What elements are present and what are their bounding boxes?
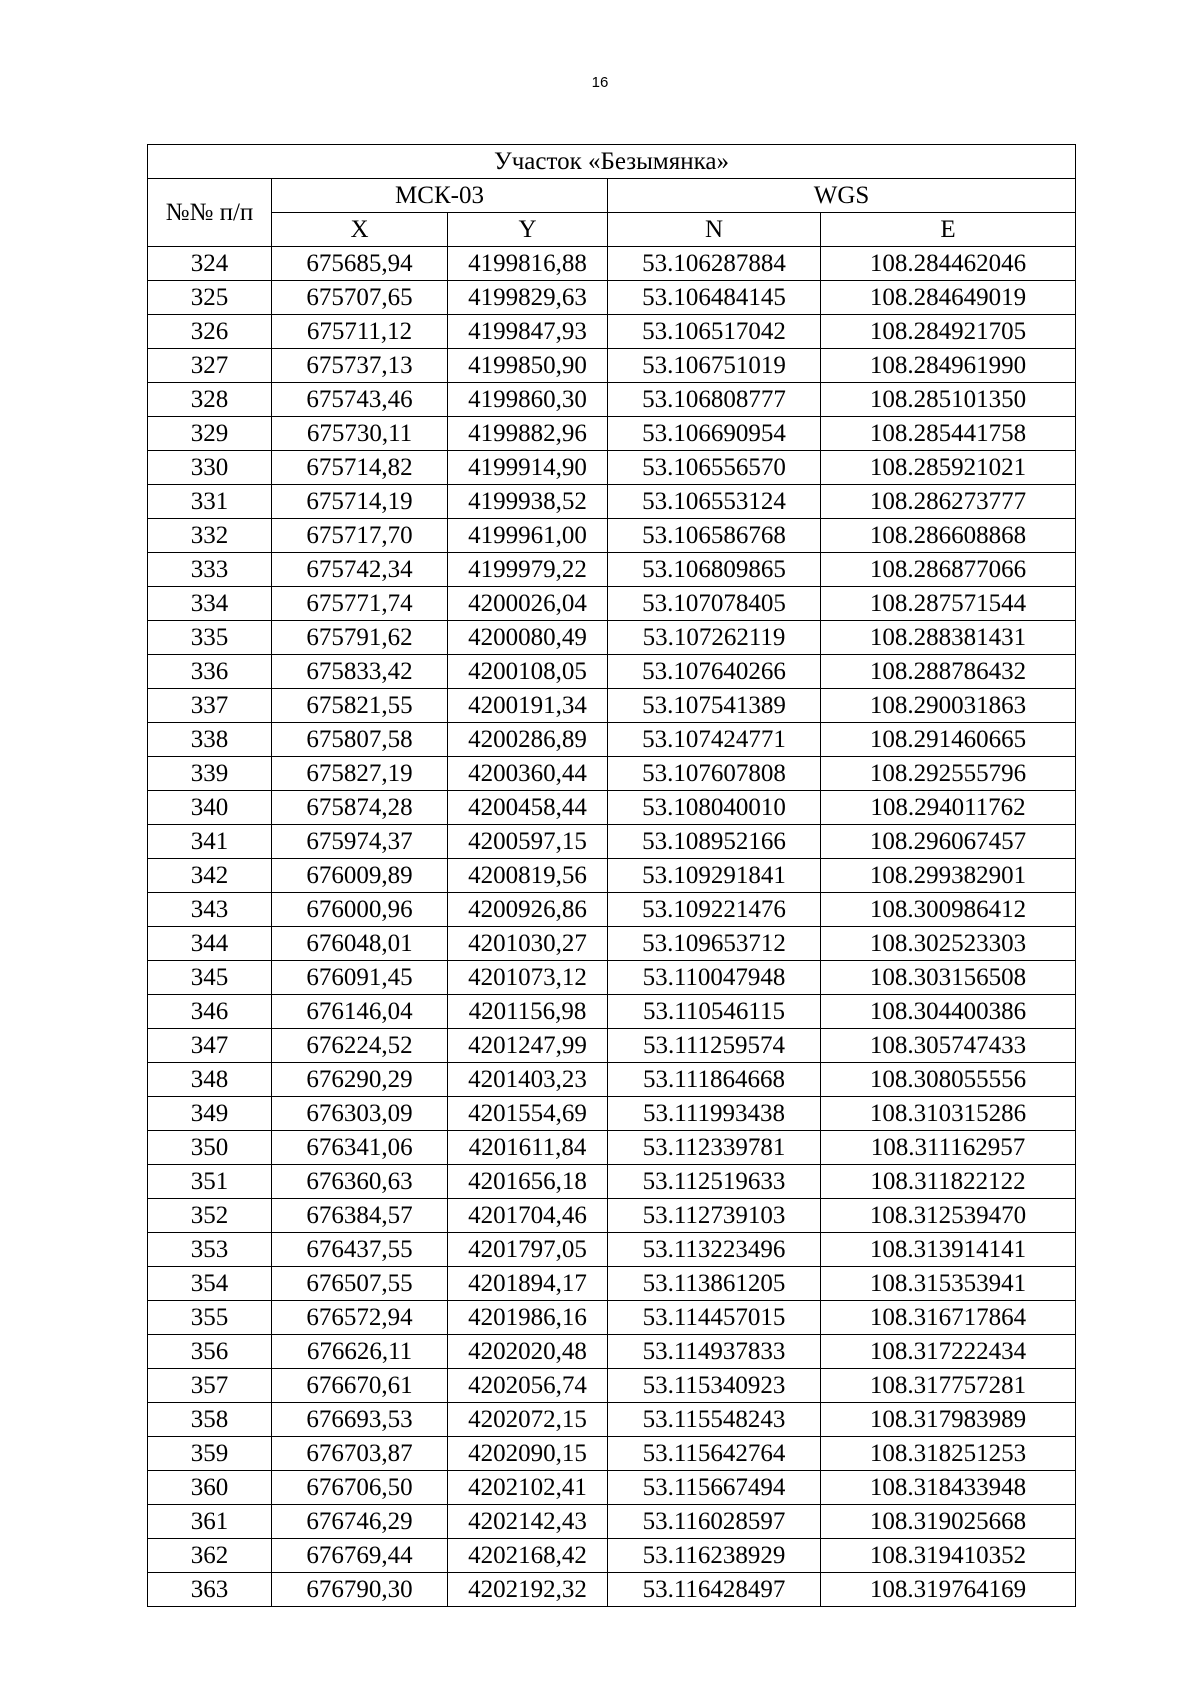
cell-n: 53.111993438 <box>608 1097 821 1131</box>
cell-number: 350 <box>148 1131 272 1165</box>
cell-n: 53.112739103 <box>608 1199 821 1233</box>
header-number: №№ п/п <box>148 179 272 247</box>
cell-y: 4201611,84 <box>448 1131 608 1165</box>
table-row <box>148 825 1076 859</box>
cell-e: 108.284649019 <box>821 281 1076 315</box>
cell-x: 676360,63 <box>272 1165 448 1199</box>
table-row <box>148 1539 1076 1573</box>
cell-y: 4201986,16 <box>448 1301 608 1335</box>
cell-number: 329 <box>148 417 272 451</box>
cell-e: 108.311822122 <box>821 1165 1076 1199</box>
cell-x: 676290,29 <box>272 1063 448 1097</box>
cell-x: 676048,01 <box>272 927 448 961</box>
cell-e: 108.313914141 <box>821 1233 1076 1267</box>
cell-y: 4201797,05 <box>448 1233 608 1267</box>
cell-x: 675707,65 <box>272 281 448 315</box>
cell-x: 676706,50 <box>272 1471 448 1505</box>
table-row <box>148 349 1076 383</box>
cell-n: 53.106690954 <box>608 417 821 451</box>
cell-n: 53.106556570 <box>608 451 821 485</box>
cell-y: 4202020,48 <box>448 1335 608 1369</box>
cell-e: 108.316717864 <box>821 1301 1076 1335</box>
table-row <box>148 587 1076 621</box>
cell-number: 346 <box>148 995 272 1029</box>
cell-e: 108.317757281 <box>821 1369 1076 1403</box>
cell-e: 108.305747433 <box>821 1029 1076 1063</box>
cell-e: 108.319764169 <box>821 1573 1076 1607</box>
cell-number: 358 <box>148 1403 272 1437</box>
cell-y: 4200819,56 <box>448 859 608 893</box>
table-row <box>148 1165 1076 1199</box>
cell-number: 341 <box>148 825 272 859</box>
cell-number: 332 <box>148 519 272 553</box>
cell-y: 4201247,99 <box>448 1029 608 1063</box>
table-row <box>148 1063 1076 1097</box>
cell-n: 53.114457015 <box>608 1301 821 1335</box>
cell-x: 676384,57 <box>272 1199 448 1233</box>
cell-number: 338 <box>148 723 272 757</box>
coordinates-table <box>147 144 1076 1607</box>
cell-number: 359 <box>148 1437 272 1471</box>
cell-e: 108.286273777 <box>821 485 1076 519</box>
cell-e: 108.284462046 <box>821 247 1076 281</box>
table-row <box>148 417 1076 451</box>
cell-y: 4202102,41 <box>448 1471 608 1505</box>
cell-e: 108.299382901 <box>821 859 1076 893</box>
cell-n: 53.109221476 <box>608 893 821 927</box>
table-row <box>148 247 1076 281</box>
cell-n: 53.106808777 <box>608 383 821 417</box>
cell-y: 4199829,63 <box>448 281 608 315</box>
cell-e: 108.318433948 <box>821 1471 1076 1505</box>
cell-number: 325 <box>148 281 272 315</box>
table-row <box>148 1029 1076 1063</box>
cell-n: 53.114937833 <box>608 1335 821 1369</box>
cell-y: 4202142,43 <box>448 1505 608 1539</box>
page-number: 16 <box>591 74 609 91</box>
cell-x: 676790,30 <box>272 1573 448 1607</box>
table-row <box>148 1403 1076 1437</box>
table-row <box>148 485 1076 519</box>
cell-n: 53.109653712 <box>608 927 821 961</box>
cell-number: 348 <box>148 1063 272 1097</box>
cell-number: 351 <box>148 1165 272 1199</box>
cell-n: 53.106809865 <box>608 553 821 587</box>
cell-number: 355 <box>148 1301 272 1335</box>
cell-n: 53.107607808 <box>608 757 821 791</box>
cell-y: 4201704,46 <box>448 1199 608 1233</box>
table-row <box>148 315 1076 349</box>
cell-e: 108.315353941 <box>821 1267 1076 1301</box>
cell-number: 328 <box>148 383 272 417</box>
cell-n: 53.112519633 <box>608 1165 821 1199</box>
cell-x: 676746,29 <box>272 1505 448 1539</box>
cell-number: 354 <box>148 1267 272 1301</box>
cell-x: 675791,62 <box>272 621 448 655</box>
cell-number: 331 <box>148 485 272 519</box>
cell-n: 53.106553124 <box>608 485 821 519</box>
cell-number: 347 <box>148 1029 272 1063</box>
cell-y: 4202192,32 <box>448 1573 608 1607</box>
cell-x: 675685,94 <box>272 247 448 281</box>
cell-number: 345 <box>148 961 272 995</box>
cell-e: 108.319410352 <box>821 1539 1076 1573</box>
cell-number: 357 <box>148 1369 272 1403</box>
cell-number: 352 <box>148 1199 272 1233</box>
cell-x: 675737,13 <box>272 349 448 383</box>
cell-x: 675833,42 <box>272 655 448 689</box>
cell-n: 53.113223496 <box>608 1233 821 1267</box>
header-group-row <box>148 179 1076 213</box>
cell-number: 340 <box>148 791 272 825</box>
cell-y: 4200026,04 <box>448 587 608 621</box>
cell-x: 675714,82 <box>272 451 448 485</box>
cell-y: 4201554,69 <box>448 1097 608 1131</box>
cell-n: 53.106517042 <box>608 315 821 349</box>
table-row <box>148 1131 1076 1165</box>
cell-y: 4202072,15 <box>448 1403 608 1437</box>
table-row <box>148 383 1076 417</box>
cell-y: 4199882,96 <box>448 417 608 451</box>
cell-e: 108.317983989 <box>821 1403 1076 1437</box>
cell-n: 53.116028597 <box>608 1505 821 1539</box>
cell-x: 675807,58 <box>272 723 448 757</box>
table-title-row <box>148 145 1076 179</box>
cell-x: 675714,19 <box>272 485 448 519</box>
cell-e: 108.290031863 <box>821 689 1076 723</box>
cell-y: 4201030,27 <box>448 927 608 961</box>
cell-n: 53.107541389 <box>608 689 821 723</box>
header-wgs: WGS <box>608 179 1076 213</box>
table-row <box>148 995 1076 1029</box>
table-row <box>148 1199 1076 1233</box>
cell-number: 356 <box>148 1335 272 1369</box>
cell-x: 675730,11 <box>272 417 448 451</box>
cell-y: 4201073,12 <box>448 961 608 995</box>
cell-x: 675821,55 <box>272 689 448 723</box>
header-x: X <box>272 213 448 247</box>
cell-n: 53.115340923 <box>608 1369 821 1403</box>
cell-e: 108.288786432 <box>821 655 1076 689</box>
cell-number: 339 <box>148 757 272 791</box>
cell-x: 676572,94 <box>272 1301 448 1335</box>
cell-n: 53.112339781 <box>608 1131 821 1165</box>
table-row <box>148 553 1076 587</box>
table-row <box>148 1233 1076 1267</box>
cell-n: 53.106484145 <box>608 281 821 315</box>
cell-y: 4200597,15 <box>448 825 608 859</box>
cell-y: 4200108,05 <box>448 655 608 689</box>
cell-number: 335 <box>148 621 272 655</box>
cell-x: 675742,34 <box>272 553 448 587</box>
header-y: Y <box>448 213 608 247</box>
table-row <box>148 1369 1076 1403</box>
cell-e: 108.284921705 <box>821 315 1076 349</box>
cell-e: 108.288381431 <box>821 621 1076 655</box>
cell-e: 108.285441758 <box>821 417 1076 451</box>
cell-y: 4200360,44 <box>448 757 608 791</box>
cell-e: 108.304400386 <box>821 995 1076 1029</box>
cell-y: 4200191,34 <box>448 689 608 723</box>
cell-n: 53.106751019 <box>608 349 821 383</box>
cell-y: 4199860,30 <box>448 383 608 417</box>
cell-n: 53.116428497 <box>608 1573 821 1607</box>
cell-number: 337 <box>148 689 272 723</box>
cell-y: 4199847,93 <box>448 315 608 349</box>
table-row <box>148 791 1076 825</box>
table-row <box>148 859 1076 893</box>
cell-e: 108.303156508 <box>821 961 1076 995</box>
cell-x: 675743,46 <box>272 383 448 417</box>
cell-y: 4199914,90 <box>448 451 608 485</box>
cell-number: 333 <box>148 553 272 587</box>
table-row <box>148 1335 1076 1369</box>
cell-x: 676693,53 <box>272 1403 448 1437</box>
cell-x: 676009,89 <box>272 859 448 893</box>
table-row <box>148 1097 1076 1131</box>
table-row <box>148 723 1076 757</box>
cell-y: 4200080,49 <box>448 621 608 655</box>
cell-x: 676303,09 <box>272 1097 448 1131</box>
cell-y: 4202168,42 <box>448 1539 608 1573</box>
cell-n: 53.107424771 <box>608 723 821 757</box>
cell-n: 53.107262119 <box>608 621 821 655</box>
cell-n: 53.115667494 <box>608 1471 821 1505</box>
cell-e: 108.302523303 <box>821 927 1076 961</box>
table-row <box>148 689 1076 723</box>
cell-number: 344 <box>148 927 272 961</box>
cell-x: 675771,74 <box>272 587 448 621</box>
cell-x: 676507,55 <box>272 1267 448 1301</box>
cell-x: 676437,55 <box>272 1233 448 1267</box>
cell-number: 353 <box>148 1233 272 1267</box>
cell-x: 676626,11 <box>272 1335 448 1369</box>
cell-x: 676091,45 <box>272 961 448 995</box>
cell-x: 676670,61 <box>272 1369 448 1403</box>
cell-e: 108.291460665 <box>821 723 1076 757</box>
cell-x: 675711,12 <box>272 315 448 349</box>
cell-e: 108.318251253 <box>821 1437 1076 1471</box>
table-row <box>148 961 1076 995</box>
cell-number: 362 <box>148 1539 272 1573</box>
table-row <box>148 1267 1076 1301</box>
cell-n: 53.106287884 <box>608 247 821 281</box>
header-n: N <box>608 213 821 247</box>
cell-x: 675974,37 <box>272 825 448 859</box>
cell-number: 327 <box>148 349 272 383</box>
cell-number: 324 <box>148 247 272 281</box>
cell-x: 676703,87 <box>272 1437 448 1471</box>
cell-e: 108.284961990 <box>821 349 1076 383</box>
cell-n: 53.107078405 <box>608 587 821 621</box>
cell-x: 675827,19 <box>272 757 448 791</box>
table-row <box>148 927 1076 961</box>
header-column-row <box>148 213 1076 247</box>
cell-y: 4200926,86 <box>448 893 608 927</box>
cell-e: 108.310315286 <box>821 1097 1076 1131</box>
cell-n: 53.109291841 <box>608 859 821 893</box>
cell-x: 676146,04 <box>272 995 448 1029</box>
table-row <box>148 757 1076 791</box>
table-row <box>148 621 1076 655</box>
table-row <box>148 893 1076 927</box>
cell-e: 108.286877066 <box>821 553 1076 587</box>
cell-y: 4199979,22 <box>448 553 608 587</box>
table-row <box>148 451 1076 485</box>
table-row <box>148 1471 1076 1505</box>
cell-n: 53.113861205 <box>608 1267 821 1301</box>
cell-e: 108.294011762 <box>821 791 1076 825</box>
cell-n: 53.110546115 <box>608 995 821 1029</box>
cell-number: 330 <box>148 451 272 485</box>
cell-n: 53.111259574 <box>608 1029 821 1063</box>
cell-y: 4199938,52 <box>448 485 608 519</box>
table-row <box>148 1437 1076 1471</box>
cell-y: 4200458,44 <box>448 791 608 825</box>
cell-number: 343 <box>148 893 272 927</box>
cell-n: 53.115642764 <box>608 1437 821 1471</box>
cell-number: 361 <box>148 1505 272 1539</box>
cell-e: 108.296067457 <box>821 825 1076 859</box>
table-header <box>148 145 1076 247</box>
cell-x: 676769,44 <box>272 1539 448 1573</box>
cell-y: 4201894,17 <box>448 1267 608 1301</box>
cell-number: 360 <box>148 1471 272 1505</box>
cell-n: 53.110047948 <box>608 961 821 995</box>
cell-n: 53.111864668 <box>608 1063 821 1097</box>
cell-e: 108.292555796 <box>821 757 1076 791</box>
cell-e: 108.287571544 <box>821 587 1076 621</box>
cell-e: 108.311162957 <box>821 1131 1076 1165</box>
header-msk03: МСК-03 <box>272 179 608 213</box>
cell-y: 4201656,18 <box>448 1165 608 1199</box>
cell-e: 108.317222434 <box>821 1335 1076 1369</box>
cell-n: 53.108040010 <box>608 791 821 825</box>
cell-y: 4201156,98 <box>448 995 608 1029</box>
cell-n: 53.115548243 <box>608 1403 821 1437</box>
cell-n: 53.116238929 <box>608 1539 821 1573</box>
cell-x: 675874,28 <box>272 791 448 825</box>
cell-e: 108.285101350 <box>821 383 1076 417</box>
table-row <box>148 655 1076 689</box>
header-e: E <box>821 213 1076 247</box>
cell-y: 4201403,23 <box>448 1063 608 1097</box>
cell-n: 53.108952166 <box>608 825 821 859</box>
cell-y: 4199850,90 <box>448 349 608 383</box>
cell-y: 4199961,00 <box>448 519 608 553</box>
cell-number: 363 <box>148 1573 272 1607</box>
cell-number: 342 <box>148 859 272 893</box>
table-row <box>148 1301 1076 1335</box>
cell-y: 4200286,89 <box>448 723 608 757</box>
cell-x: 676341,06 <box>272 1131 448 1165</box>
cell-e: 108.285921021 <box>821 451 1076 485</box>
table-row <box>148 519 1076 553</box>
cell-n: 53.106586768 <box>608 519 821 553</box>
cell-y: 4202056,74 <box>448 1369 608 1403</box>
cell-number: 349 <box>148 1097 272 1131</box>
cell-x: 675717,70 <box>272 519 448 553</box>
cell-e: 108.286608868 <box>821 519 1076 553</box>
cell-n: 53.107640266 <box>608 655 821 689</box>
table-body <box>148 247 1076 1607</box>
table-title: Участок «Безымянка» <box>148 145 1076 179</box>
table-row <box>148 281 1076 315</box>
cell-x: 676000,96 <box>272 893 448 927</box>
cell-e: 108.312539470 <box>821 1199 1076 1233</box>
table-row <box>148 1505 1076 1539</box>
cell-number: 326 <box>148 315 272 349</box>
cell-number: 336 <box>148 655 272 689</box>
cell-number: 334 <box>148 587 272 621</box>
cell-y: 4202090,15 <box>448 1437 608 1471</box>
cell-e: 108.319025668 <box>821 1505 1076 1539</box>
cell-y: 4199816,88 <box>448 247 608 281</box>
cell-e: 108.300986412 <box>821 893 1076 927</box>
cell-x: 676224,52 <box>272 1029 448 1063</box>
table-row <box>148 1573 1076 1607</box>
cell-e: 108.308055556 <box>821 1063 1076 1097</box>
